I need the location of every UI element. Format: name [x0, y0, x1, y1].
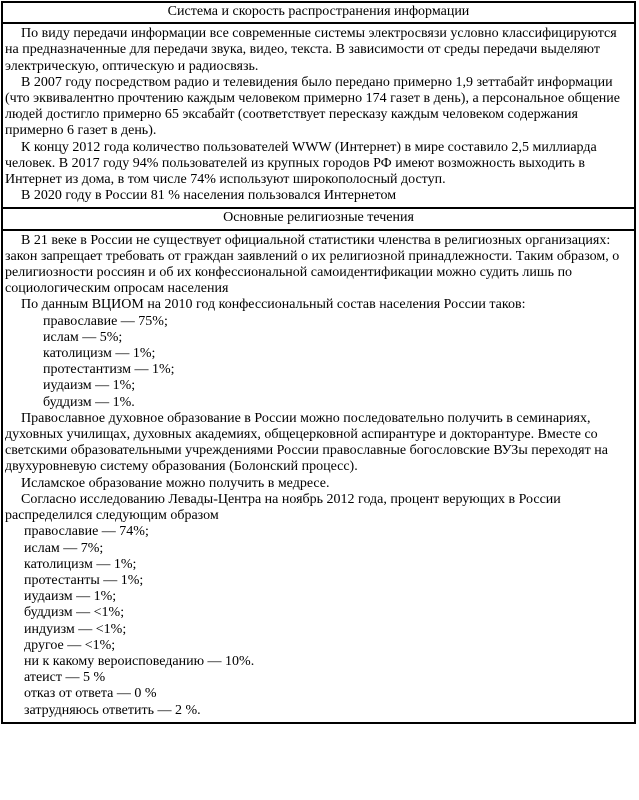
- section-body-information: [2, 23, 635, 208]
- list-item: католицизм — 1%;: [43, 346, 156, 362]
- list-item: ислам — 5%;: [43, 329, 123, 345]
- paragraph: В 2020 году в России 81 % населения пользовался Интернетом: [21, 188, 397, 204]
- list-item: затрудняюсь ответить — 2 %.: [24, 702, 201, 718]
- paragraph: Православное духовное образование в России можно последовательно получить в семинариях, духовных училищах, духовных академиях, общецерковной аспирантуре и докторантуре. Вместе со светскими образовательными учреждениями России православные богословские ВУЗы переходят на двухуровневую систему образования (Болонский процесс).: [5, 410, 608, 475]
- list-item: католицизм — 1%;: [24, 556, 137, 572]
- list-item: протестантизм — 1%;: [43, 362, 175, 378]
- list-item: отказ от ответа — 0 %: [24, 686, 157, 702]
- list-item: другое — <1%;: [24, 637, 116, 653]
- list-item: иудаизм — 1%;: [43, 378, 136, 394]
- section-title-information: Система и скорость распространения информации: [2, 2, 635, 23]
- list-item: православие — 74%;: [24, 524, 149, 540]
- paragraph: К концу 2012 года количество пользователей WWW (Интернет) в мире составило 2,5 миллиарда человек. В 2017 году 94% пользователей из крупных городов РФ имеют возможность выходить в Интернет из дома, в том числе 74% используют широкополосный доступ.: [5, 139, 597, 188]
- list-item: ислам — 7%;: [24, 540, 104, 556]
- list-item: протестанты — 1%;: [24, 572, 144, 588]
- list-item: индуизм — <1%;: [24, 621, 127, 637]
- paragraph: В 2007 году посредством радио и телевидения было передано примерно 1,9 зеттабайт информации (что эквивалентно прочтению каждым человеком примерно 174 газет в день), а персональное общение людей достигло примерно 65 эксабайт (соответствует пересказу каждым человеком содержания примерно 6 газет в день).: [5, 74, 620, 139]
- list-item: атеист — 5 %: [24, 670, 106, 686]
- table-row: [2, 2, 635, 23]
- table-row: [2, 208, 635, 229]
- paragraph: Исламское образование можно получить в медресе.: [21, 475, 330, 491]
- table-row: [2, 23, 635, 208]
- list-item: буддизм — 1%.: [43, 394, 135, 410]
- paragraph: По виду передачи информации все современные системы электросвязи условно классифицируются на предназначенные для передачи звука, видео, текста. В зависимости от среды передачи выделяют электрическую, оптическую и радиосвязь.: [5, 26, 617, 74]
- document-table: [1, 1, 636, 724]
- paragraph: По данным ВЦИОМ на 2010 год конфессиональный состав населения России таков:: [21, 297, 526, 313]
- list-item: буддизм — <1%;: [24, 605, 125, 621]
- list-item: православие — 75%;: [43, 313, 168, 329]
- list-item: ни к какому вероисповеданию — 10%.: [24, 653, 255, 669]
- paragraph: В 21 веке в России не существует официальной статистики членства в религиозных организациях: закон запрещает требовать от граждан заявлений о их религиозной принадлежности. Таким образом, о религиозности россиян и об их конфессиональной самоидентификации можно судить лишь по социологическим опросам населения: [5, 232, 620, 297]
- section-body-religions: [2, 230, 635, 723]
- list-item: иудаизм — 1%;: [24, 589, 117, 605]
- section-title-religions: Основные религиозные течения: [2, 208, 635, 229]
- table-row: [2, 230, 635, 723]
- paragraph: Согласно исследованию Левады-Центра на ноябрь 2012 года, процент верующих в России распределился следующим образом: [5, 491, 561, 524]
